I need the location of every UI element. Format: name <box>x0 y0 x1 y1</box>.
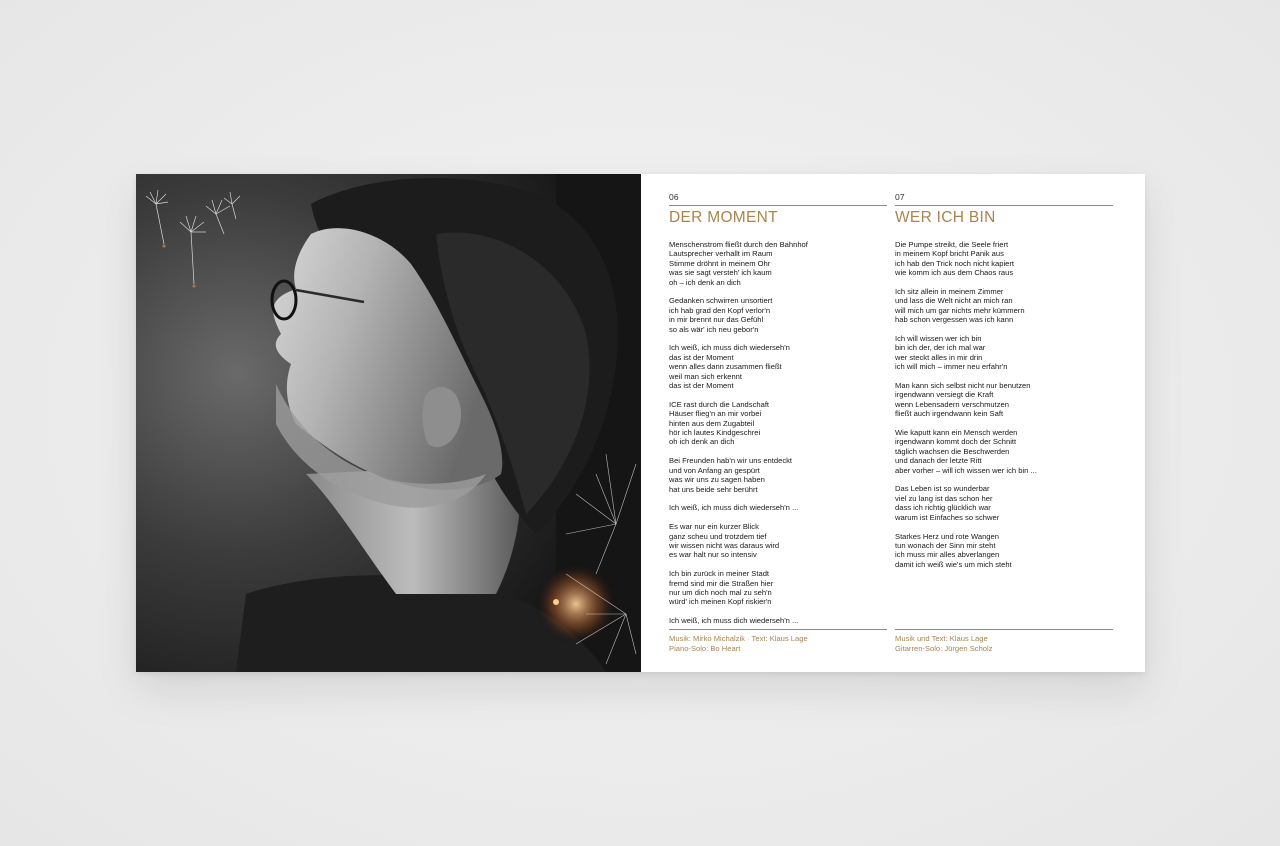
lyric-line: und danach der letzte Ritt <box>895 456 982 466</box>
song-der-moment <box>669 174 887 672</box>
lyric-line: oh – ich denk an dich <box>669 277 741 287</box>
stanza <box>895 381 1113 419</box>
credit-line: Piano-Solo: Bo Heart <box>669 643 741 653</box>
lyric-line: dass ich richtig glücklich war <box>895 503 991 513</box>
lyrics <box>895 240 1113 579</box>
lyric-line: hat uns beide sehr berührt <box>669 484 758 494</box>
track-number: 07 <box>895 192 905 202</box>
lyric-line: wer steckt alles in mir drin <box>895 352 983 362</box>
lyric-line: ganz scheu und trotzdem tief <box>669 531 767 541</box>
credit-line: Musik und Text: Klaus Lage <box>895 634 988 643</box>
portrait-photo <box>136 174 641 672</box>
stanza <box>895 334 1113 372</box>
stanza <box>895 428 1113 475</box>
lyric-line: fließt auch irgendwann kein Saft <box>895 409 1004 419</box>
credits-rule <box>669 629 887 630</box>
lyric-line: ich muss mir alles abverlangen <box>895 550 1000 560</box>
stanza <box>895 287 1113 325</box>
lyric-line: Das Leben ist so wunderbar <box>895 484 990 494</box>
song-title: WER ICH BIN <box>895 209 996 226</box>
lyric-line: hör ich lautes Kindgeschrei <box>669 428 761 438</box>
song-credits <box>669 634 887 653</box>
lyric-line: ich hab grad den Kopf verlor'n <box>669 305 771 315</box>
lyric-line: Lautsprecher verhallt im Raum <box>669 249 773 259</box>
stanza <box>895 532 1113 570</box>
lyric-line: Ich bin zurück in meiner Stadt <box>669 569 770 579</box>
lyric-line: Die Pumpe streikt, die Seele friert <box>895 240 1009 249</box>
lyric-line: will mich um gar nichts mehr kümmern <box>895 305 1025 315</box>
stanza <box>669 296 887 334</box>
lyric-line: das ist der Moment <box>669 381 734 391</box>
lyric-line: fremd sind mir die Straßen hier <box>669 578 774 588</box>
lyric-line: täglich wachsen die Beschwerden <box>895 446 1010 456</box>
stanza <box>669 343 887 390</box>
lyric-line: Ich sitz allein in meinem Zimmer <box>895 287 1004 297</box>
lyric-line: irgendwann versiegt die Kraft <box>895 390 994 400</box>
lyric-line: Menschenstrom fließt durch den Bahnhof <box>669 240 808 249</box>
lyric-line: es war halt nur so intensiv <box>669 550 757 560</box>
lyric-line: ich will mich – immer neu erfahr'n <box>895 362 1008 372</box>
lyric-line: wenn alles dann zusammen fließt <box>669 362 782 372</box>
stanza <box>669 400 887 447</box>
stanza <box>669 569 887 607</box>
title-rule <box>895 205 1113 206</box>
stanza <box>669 240 887 287</box>
stanza <box>669 522 887 560</box>
lyric-line: tun wonach der Sinn mir steht <box>895 540 996 550</box>
stanza <box>669 616 887 625</box>
lyric-line: Ich will wissen wer ich bin <box>895 334 982 344</box>
lyric-line: in meinem Kopf bricht Panik aus <box>895 249 1004 259</box>
lyric-line: nur um dich noch mal zu seh'n <box>669 587 772 597</box>
lyrics-page <box>641 174 1145 672</box>
lyric-line: würd' ich meinen Kopf riskier'n <box>669 597 772 607</box>
credit-line: Musik: Mirko Michalzik · Text: Klaus Lage <box>669 634 808 643</box>
lyric-line: Ich weiß, ich muss dich wiederseh'n ... <box>669 616 799 626</box>
lyric-line: Es war nur ein kurzer Blick <box>669 522 759 532</box>
lyric-line: ich hab den Trick noch nicht kapiert <box>895 258 1015 268</box>
lyric-line: Häuser flieg'n an mir vorbei <box>669 409 762 419</box>
lyric-line: Stimme dröhnt in meinem Ohr <box>669 258 771 268</box>
lyric-line: Man kann sich selbst nicht nur benutzen <box>895 381 1031 391</box>
title-rule <box>669 205 887 206</box>
song-wer-ich-bin <box>895 174 1113 672</box>
booklet-spread <box>136 174 1145 672</box>
lyric-line: Ich weiß, ich muss dich wiederseh'n <box>669 343 790 353</box>
photo-page <box>136 174 641 672</box>
lyric-line: hinten aus dem Zugabteil <box>669 418 755 428</box>
lyric-line: so als wär' ich neu gebor'n <box>669 324 759 334</box>
lyric-line: in mir brennt nur das Gefühl <box>669 315 764 325</box>
lyric-line: bin ich der, der ich mal war <box>895 343 986 353</box>
lyric-line: oh ich denk an dich <box>669 437 735 447</box>
lyric-line: und lass die Welt nicht an mich ran <box>895 296 1013 306</box>
lyric-line: wir wissen nicht was daraus wird <box>669 540 780 550</box>
lyric-line: irgendwann kommt doch der Schnitt <box>895 437 1017 447</box>
lyric-line: wenn Lebensadern verschmutzen <box>895 399 1009 409</box>
lyrics <box>669 240 887 635</box>
song-title: DER MOMENT <box>669 209 778 226</box>
lyric-line: wie komm ich aus dem Chaos raus <box>895 268 1014 278</box>
lyric-line: Ich weiß, ich muss dich wiederseh'n ... <box>669 503 799 513</box>
lyric-line: hab schon vergessen was ich kann <box>895 315 1014 325</box>
stanza <box>669 503 887 512</box>
lyric-line: was sie sagt versteh' ich kaum <box>669 268 772 278</box>
lyric-line: warum ist Einfaches so schwer <box>895 512 1000 522</box>
stanza <box>895 484 1113 522</box>
lyric-line: was wir uns zu sagen haben <box>669 475 765 485</box>
credit-line: Gitarren-Solo: Jürgen Scholz <box>895 643 993 653</box>
track-number: 06 <box>669 192 679 202</box>
lyric-line: Wie kaputt kann ein Mensch werden <box>895 428 1018 438</box>
lyric-line: viel zu lang ist das schon her <box>895 493 993 503</box>
lyric-line: weil man sich erkennt <box>669 371 743 381</box>
song-credits <box>895 634 1113 653</box>
lyric-line: Starkes Herz und rote Wangen <box>895 531 999 541</box>
lyric-line: das ist der Moment <box>669 352 734 362</box>
lyric-line: ICE rast durch die Landschaft <box>669 399 770 409</box>
lyric-line: Bei Freunden hab'n wir uns entdeckt <box>669 456 793 466</box>
credits-rule <box>895 629 1113 630</box>
stanza <box>895 240 1113 278</box>
stanza <box>669 456 887 494</box>
lyric-line: und von Anfang an gespürt <box>669 465 760 475</box>
lyric-line: aber vorher – will ich wissen wer ich bin ... <box>895 465 1037 475</box>
lyric-line: Gedanken schwirren unsortiert <box>669 296 773 306</box>
lyric-line: damit ich weiß wie's um mich steht <box>895 559 1012 569</box>
